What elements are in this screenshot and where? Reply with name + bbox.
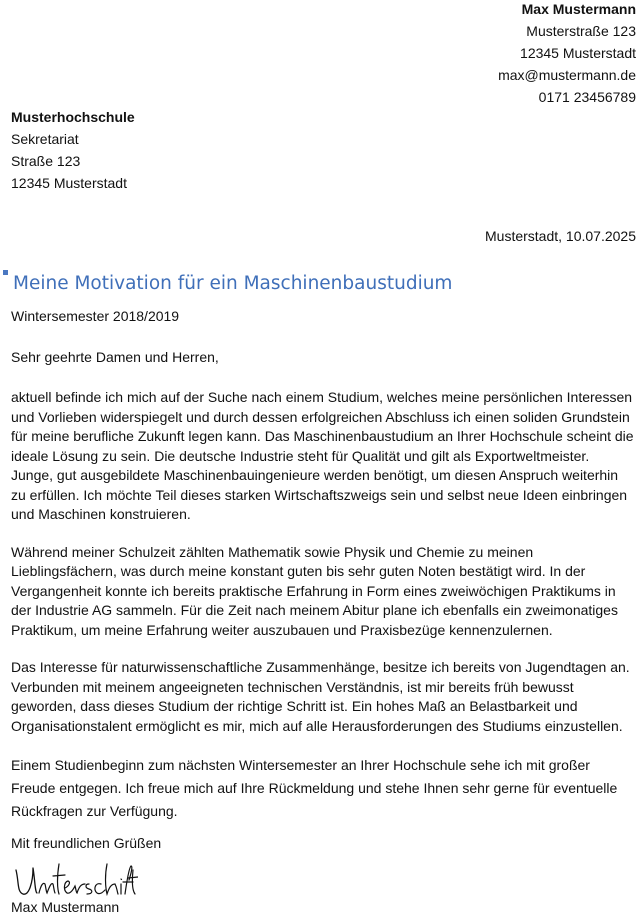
recipient-org: Musterhochschule	[11, 109, 135, 125]
recipient-street: Straße 123	[11, 153, 81, 169]
letter-body	[11, 388, 635, 839]
signature-image	[13, 860, 138, 900]
letter-date: Musterstadt, 10.07.2025	[485, 228, 636, 244]
sender-address-block	[498, 0, 636, 108]
body-paragraph-4: Einem Studienbeginn zum nächsten Wintersemester an Ihrer Hochschule sehe ich mit großer Freude entgegen. Ich freue mich auf Ihre Rückmeldung und stehe Ihnen sehr gerne für eventuelle Rückfragen zur Verfügung.	[11, 757, 618, 819]
sender-phone: 0171 23456789	[538, 89, 636, 105]
recipient-dept: Sekretariat	[11, 131, 79, 147]
sender-city: 12345 Musterstadt	[520, 45, 636, 61]
salutation: Sehr geehrte Damen und Herren,	[11, 349, 219, 365]
recipient-city: 12345 Musterstadt	[11, 175, 127, 191]
closing-line: Mit freundlichen Grüßen	[11, 835, 162, 851]
body-paragraph-1: aktuell befinde ich mich auf der Suche nach einem Studium, welches meine persönlichen Interessen und Vorlieben widerspiegelt und durch dessen erfolgreichen Abschluss ich einen soliden Grundstein für meine berufliche Zukunft legen kann. Das Maschinenbaustudium an Ihrer Hochschule scheint die ideale Lösung zu sein. Die deutsche Industrie steht für Qualität und gilt als Exportweltmeister. Junge, gut ausgebildete Maschinenbauingenieure werden benötigt, um diesen Anspruch weiterhin zu erfüllen. Ich möchte Teil dieses starken Wirtschaftszweigs sein und selbst neue Ideen einbringen und Maschinen konstruieren.	[11, 389, 634, 522]
recipient-address-block	[11, 106, 135, 194]
subject-marker-icon	[3, 270, 8, 275]
sender-name: Max Mustermann	[521, 1, 636, 17]
sender-street: Musterstraße 123	[526, 23, 636, 39]
body-paragraph-3: Das Interesse für naturwissenschaftliche Zusammenhänge, besitze ich bereits von Jugendtagen an. Verbunden mit meinem angeeigneten technischen Verständnis, ist mir bereits früh bewusst geworden, dass dieses Studium der richtige Schritt ist. Ein hohes Maß an Belastbarkeit und Organisationstalent ermöglicht es mir, mich auf alle Herausforderungen des Studiums einzustellen.	[11, 659, 630, 734]
semester-line: Wintersemester 2018/2019	[11, 308, 180, 324]
sender-email: max@mustermann.de	[498, 67, 636, 83]
body-paragraph-2: Während meiner Schulzeit zählten Mathematik sowie Physik und Chemie zu meinen Lieblingsfächern, was durch meine konstant guten bis sehr guten Noten bestätigt wird. In der Vergangenheit konnte ich bereits praktische Erfahrung in Form eines zweiwöchigen Praktikums in der Industrie AG sammeln. Für die Zeit nach meinem Abitur plane ich ebenfalls ein zweimonatiges Praktikum, um meine Erfahrung weiter auszubauen und Praxisbezüge kennenzulernen.	[11, 543, 618, 638]
letter-subject: Meine Motivation für ein Maschinenbaustudium	[13, 273, 453, 294]
signer-name: Max Mustermann	[11, 899, 120, 915]
